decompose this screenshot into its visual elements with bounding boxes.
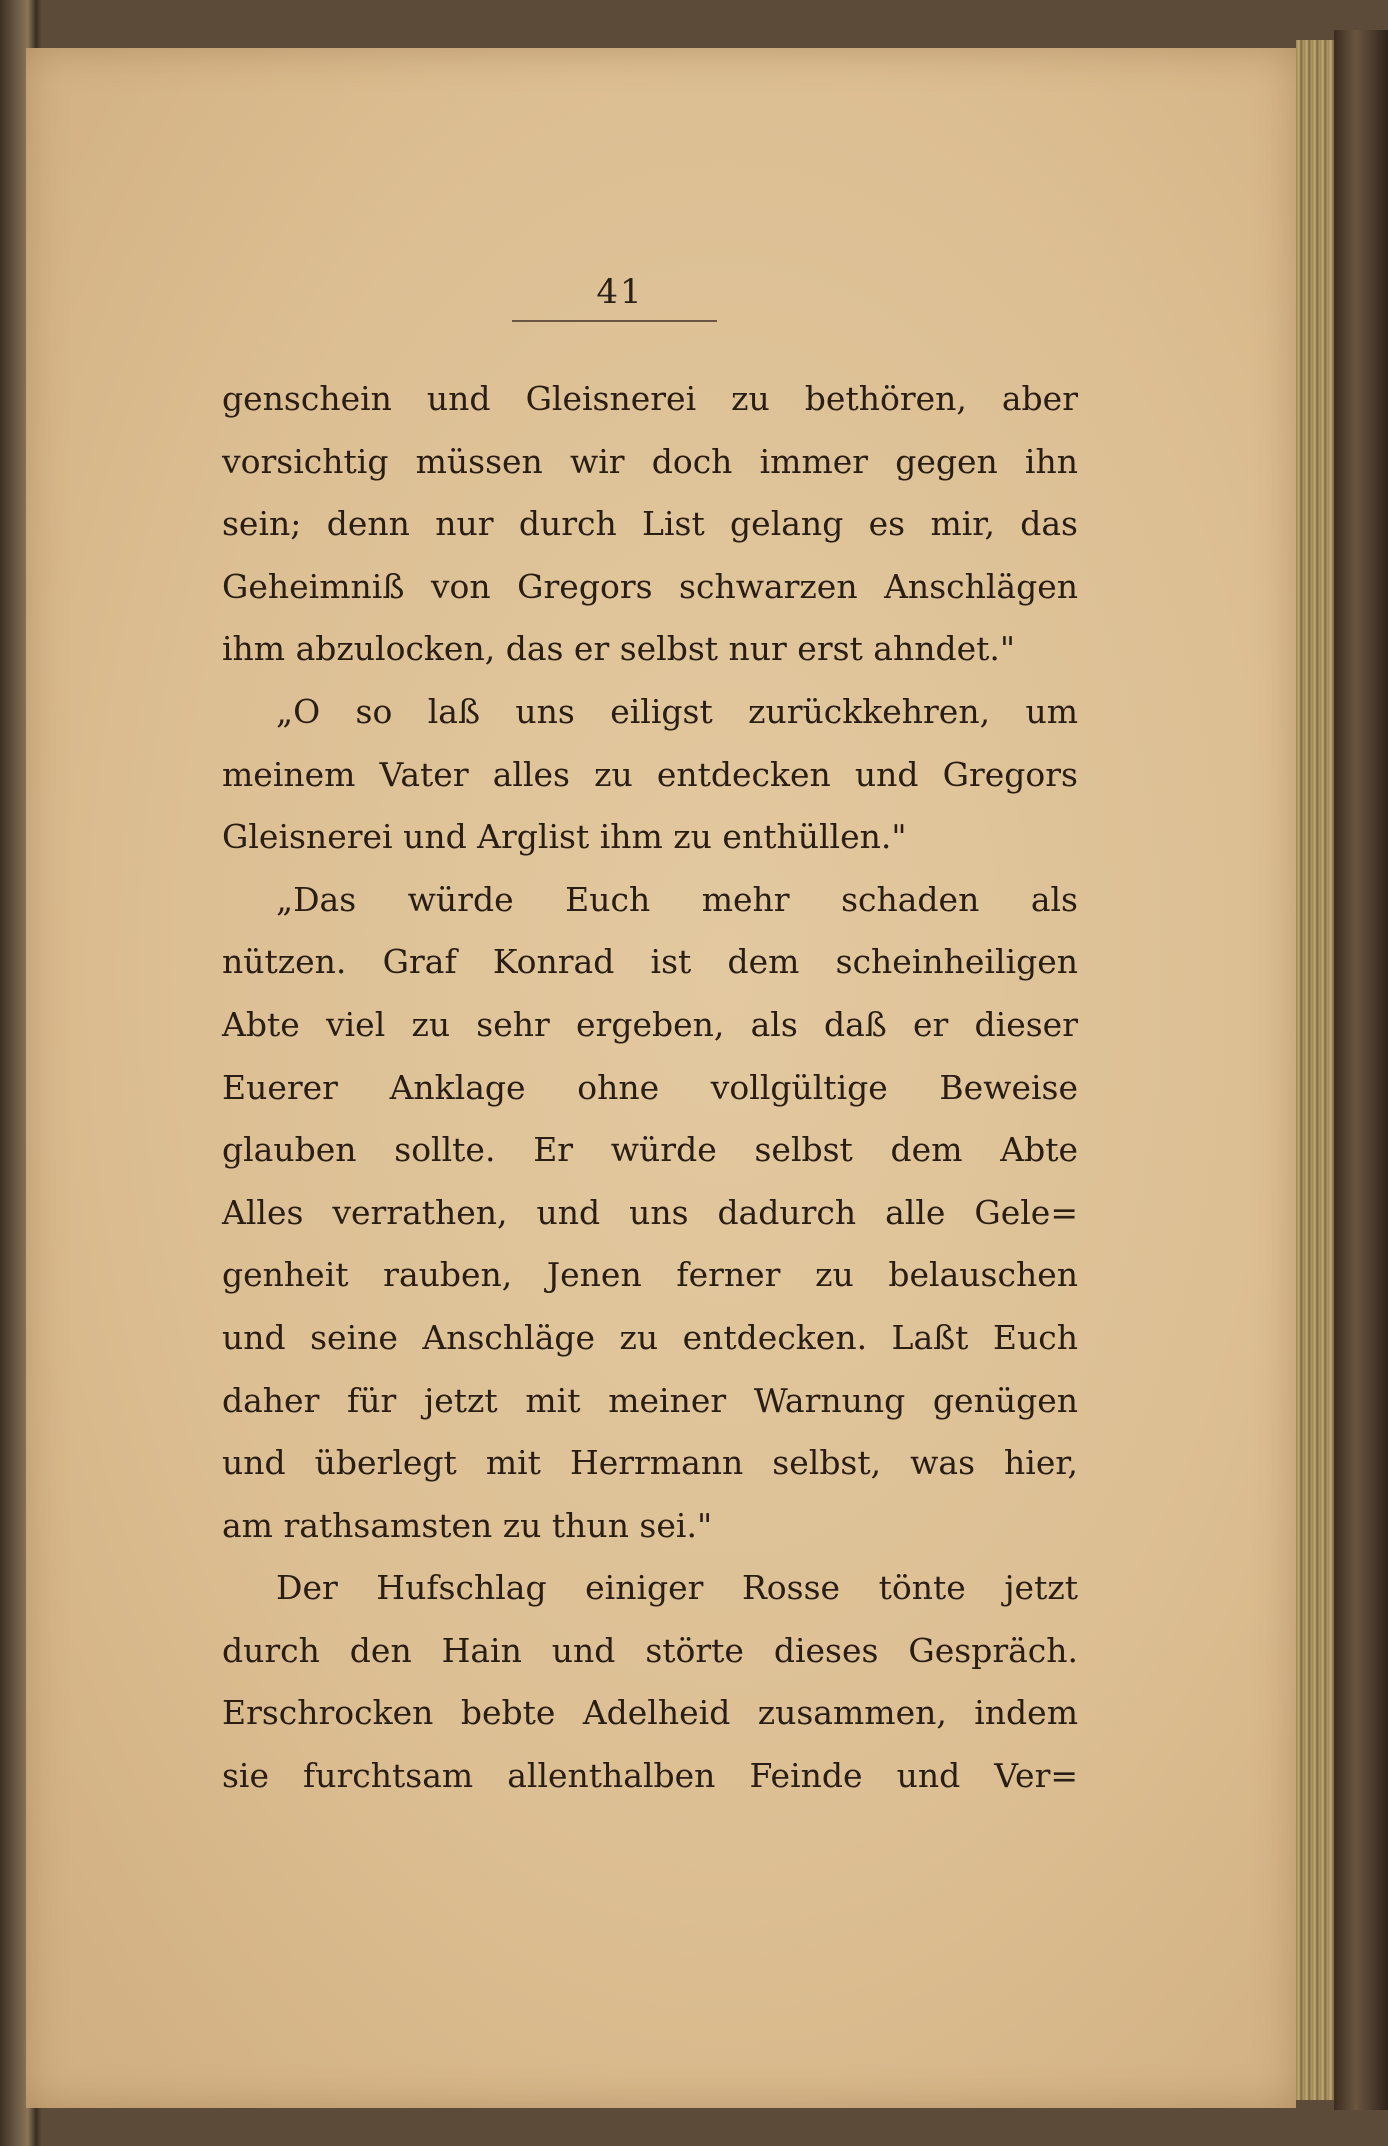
text-line: Geheimniß von Gregors schwarzen Anschlägen xyxy=(222,566,1078,606)
page-number: 41 xyxy=(596,272,644,312)
text-line: Euerer Anklage ohne vollgültige Beweise xyxy=(222,1067,1078,1107)
text-line: und seine Anschläge zu entdecken. Laßt Euch xyxy=(222,1317,1078,1357)
text-line: genheit rauben, Jenen ferner zu belauschen xyxy=(222,1255,1078,1295)
page-edges xyxy=(1296,40,1334,2100)
text-line: „O so laß uns eiligst zurückkehren, um xyxy=(276,691,1078,731)
book-cover-edge xyxy=(1334,30,1388,2110)
text-line: Der Hufschlag einiger Rosse tönte jetzt xyxy=(276,1568,1078,1608)
text-line: ihm abzulocken, das er selbst nur erst ahndet." xyxy=(222,629,1016,669)
text-line: meinem Vater alles zu entdecken und Gregors xyxy=(222,754,1078,794)
text-line: nützen. Graf Konrad ist dem scheinheiligen xyxy=(222,942,1078,982)
text-line: am rathsamsten zu thun sei." xyxy=(222,1505,713,1545)
text-line: genschein und Gleisnerei zu bethören, aber xyxy=(222,379,1078,418)
header-rule xyxy=(512,320,717,322)
text-line: Abte viel zu sehr ergeben, als daß er dieser xyxy=(222,1004,1078,1044)
text-line: daher für jetzt mit meiner Warnung genügen xyxy=(222,1380,1078,1420)
text-line: glauben sollte. Er würde selbst dem Abte xyxy=(222,1130,1078,1170)
text-line: Alles verrathen, und uns dadurch alle Gele= xyxy=(222,1192,1078,1232)
text-line: Gleisnerei und Arglist ihm zu enthüllen." xyxy=(222,817,907,857)
text-line: und überlegt mit Herrmann selbst, was hier, xyxy=(222,1443,1078,1483)
text-line: sein; denn nur durch List gelang es mir, das xyxy=(222,504,1078,544)
text-line: „Das würde Euch mehr schaden als xyxy=(276,879,1078,919)
text-line: Erschrocken bebte Adelheid zusammen, indem xyxy=(222,1693,1078,1733)
text-line: durch den Hain und störte dieses Gespräch. xyxy=(222,1630,1078,1670)
body-text xyxy=(222,368,1078,1808)
text-line: sie furchtsam allenthalben Feinde und Ver= xyxy=(222,1756,1078,1796)
text-line: vorsichtig müssen wir doch immer gegen ihn xyxy=(222,441,1078,481)
